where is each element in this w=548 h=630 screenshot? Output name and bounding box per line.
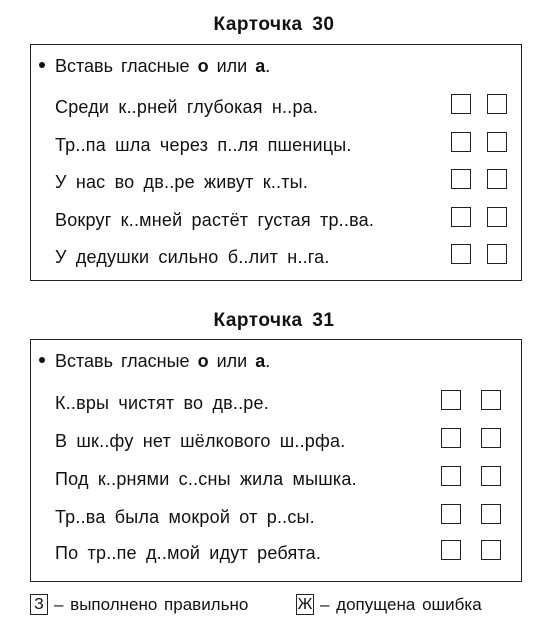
legend-error xyxy=(296,594,482,615)
answer-checkbox-1[interactable] xyxy=(441,466,461,486)
card-31-instruction: Вставь гласные о или а. xyxy=(39,351,270,372)
sentence: У нас во дв..ре живут к..ты. xyxy=(55,172,309,192)
card-31-row-1 xyxy=(55,390,515,416)
answer-checkbox-2[interactable] xyxy=(487,207,507,227)
sentence: В шк..фу нет шёлкового ш..рфа. xyxy=(55,431,346,451)
answer-checkbox-1[interactable] xyxy=(451,169,471,189)
error-mark-icon: Ж xyxy=(296,594,314,615)
answer-checkbox-2[interactable] xyxy=(481,428,501,448)
answer-checkbox-1[interactable] xyxy=(441,504,461,524)
answer-checkbox-1[interactable] xyxy=(441,540,461,560)
bullet-icon xyxy=(39,62,45,68)
card-31 xyxy=(30,339,522,582)
answer-checkbox-1[interactable] xyxy=(451,94,471,114)
correct-mark-icon: З xyxy=(30,594,48,615)
sentence: По тр..пе д..мой идут ребята. xyxy=(55,543,322,563)
answer-checkbox-2[interactable] xyxy=(481,466,501,486)
card-30-row-2 xyxy=(55,132,515,158)
answer-checkbox-1[interactable] xyxy=(441,428,461,448)
answer-checkbox-1[interactable] xyxy=(451,207,471,227)
sentence: Вокруг к..мней растёт густая тр..ва. xyxy=(55,210,375,230)
card-30-instruction: Вставь гласные о или а. xyxy=(39,56,270,77)
card-30-title: Карточка 30 xyxy=(213,14,335,35)
legend-error-text: – допущена ошибка xyxy=(320,594,482,614)
answer-checkbox-2[interactable] xyxy=(487,244,507,264)
answer-checkbox-1[interactable] xyxy=(441,390,461,410)
answer-checkbox-1[interactable] xyxy=(451,132,471,152)
card-30-row-5 xyxy=(55,244,515,270)
card-30-row-1 xyxy=(55,94,515,120)
legend-correct-text: – выполнено правильно xyxy=(54,594,249,614)
sentence: Тр..ва была мокрой от р..сы. xyxy=(55,507,315,527)
sentence: У дедушки сильно б..лит н..га. xyxy=(55,247,330,267)
card-30 xyxy=(30,44,522,281)
card-31-row-3 xyxy=(55,466,515,492)
sentence: Тр..па шла через п..ля пшеницы. xyxy=(55,135,352,155)
card-31-title: Карточка 31 xyxy=(213,310,335,331)
card-31-row-4 xyxy=(55,504,515,530)
sentence: Среди к..рней глубокая н..ра. xyxy=(55,97,319,117)
card-30-row-4 xyxy=(55,207,515,233)
bullet-icon xyxy=(39,357,45,363)
card-31-row-5 xyxy=(55,540,515,566)
answer-checkbox-2[interactable] xyxy=(487,94,507,114)
sentence: К..вры чистят во дв..ре. xyxy=(55,393,269,413)
sentence: Под к..рнями с..сны жила мышка. xyxy=(55,469,357,489)
card-30-row-3 xyxy=(55,169,515,195)
answer-checkbox-1[interactable] xyxy=(451,244,471,264)
answer-checkbox-2[interactable] xyxy=(481,390,501,410)
answer-checkbox-2[interactable] xyxy=(481,504,501,524)
answer-checkbox-2[interactable] xyxy=(487,132,507,152)
answer-checkbox-2[interactable] xyxy=(481,540,501,560)
card-31-row-2 xyxy=(55,428,515,454)
legend-correct xyxy=(30,594,248,615)
answer-checkbox-2[interactable] xyxy=(487,169,507,189)
